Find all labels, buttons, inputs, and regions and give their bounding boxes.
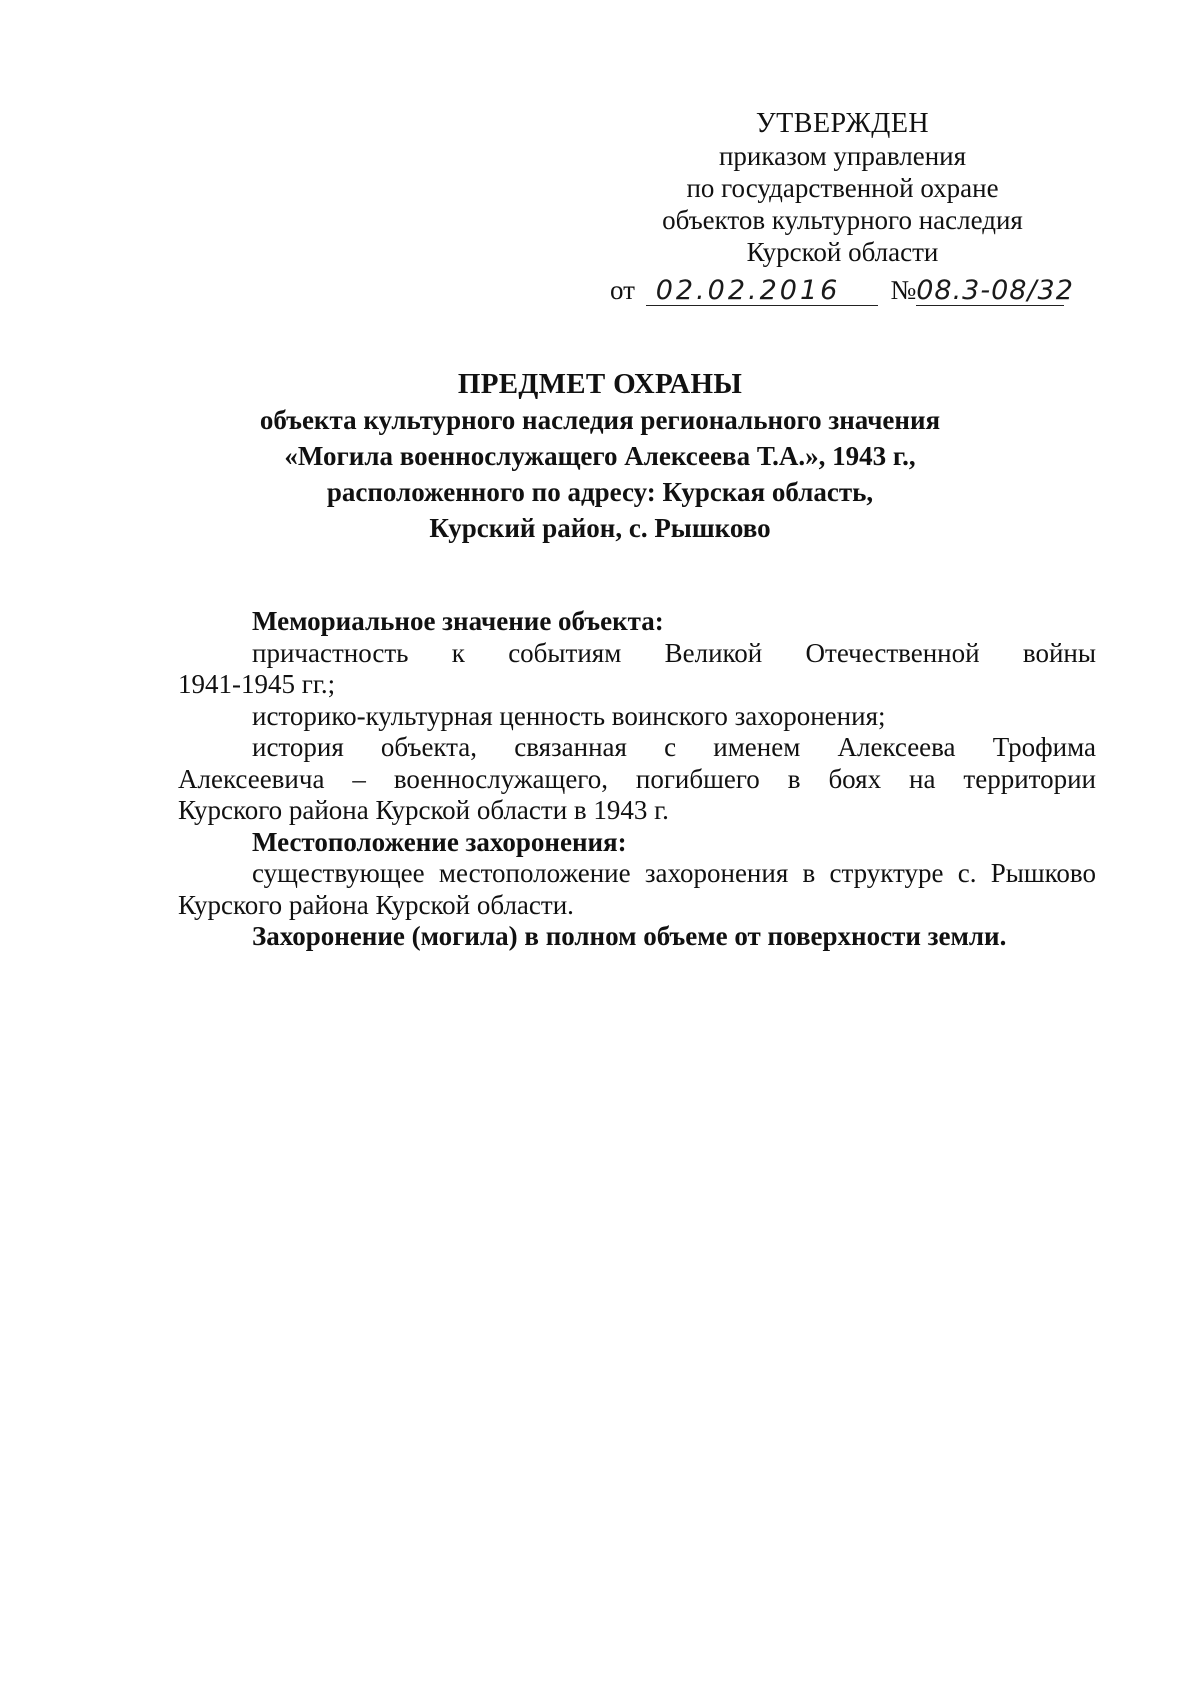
memorial-paragraph-1b: 1941-1945 гг.;	[178, 669, 336, 699]
memorial-paragraph-3a: история объекта, связанная с именем Алексеева Трофима	[252, 732, 1096, 762]
memorial-paragraph-1a: причастность к событиям Великой Отечественной войны	[252, 637, 1096, 668]
document-body	[178, 606, 1096, 953]
memorial-paragraph-3c: Курского района Курской области в 1943 г.	[178, 795, 669, 825]
burial-statement: Захоронение (могила) в полном объеме от поверхности земли.	[252, 921, 1007, 951]
memorial-paragraph-2: историко-культурная ценность воинского захоронения;	[252, 700, 886, 731]
memorial-heading: Мемориальное значение объекта:	[252, 606, 664, 636]
title-line-4: Курский район, с. Рышково	[429, 513, 771, 543]
date-field	[646, 276, 878, 306]
handwritten-number: 08.3-08/32	[916, 275, 1074, 306]
date-prefix: от	[610, 275, 635, 305]
handwritten-date: 02.02.2016	[655, 275, 841, 306]
location-paragraph-b: Курского района Курской области.	[178, 889, 574, 920]
title-line-1: объекта культурного наследия регионального значения	[259, 405, 941, 435]
approval-line-1: приказом управления	[718, 141, 967, 171]
document-title: ПРЕДМЕТ ОХРАНЫ	[457, 368, 743, 400]
approval-line-3: объектов культурного наследия	[662, 205, 1023, 235]
order-date-number-line	[610, 274, 1075, 314]
title-line-2: «Могила военнослужащего Алексеева Т.А.», 1943 г.,	[284, 441, 916, 471]
location-heading: Местоположение захоронения:	[252, 826, 627, 857]
number-field	[916, 275, 1074, 306]
approval-line-4: Курской области	[746, 237, 939, 267]
approval-block	[610, 108, 1075, 314]
document-title-block	[150, 366, 1050, 546]
number-prefix: №	[890, 275, 917, 305]
memorial-paragraph-3b: Алексеевича – военнослужащего, погибшего в боях на территории	[178, 763, 1096, 794]
approval-heading: УТВЕРЖДЕН	[755, 108, 930, 139]
location-paragraph-a: существующее местоположение захоронения в структуре с. Рышково	[252, 858, 1096, 888]
approval-line-2: по государственной охране	[686, 173, 999, 203]
title-line-3: расположенного по адресу: Курская область,	[326, 477, 874, 507]
